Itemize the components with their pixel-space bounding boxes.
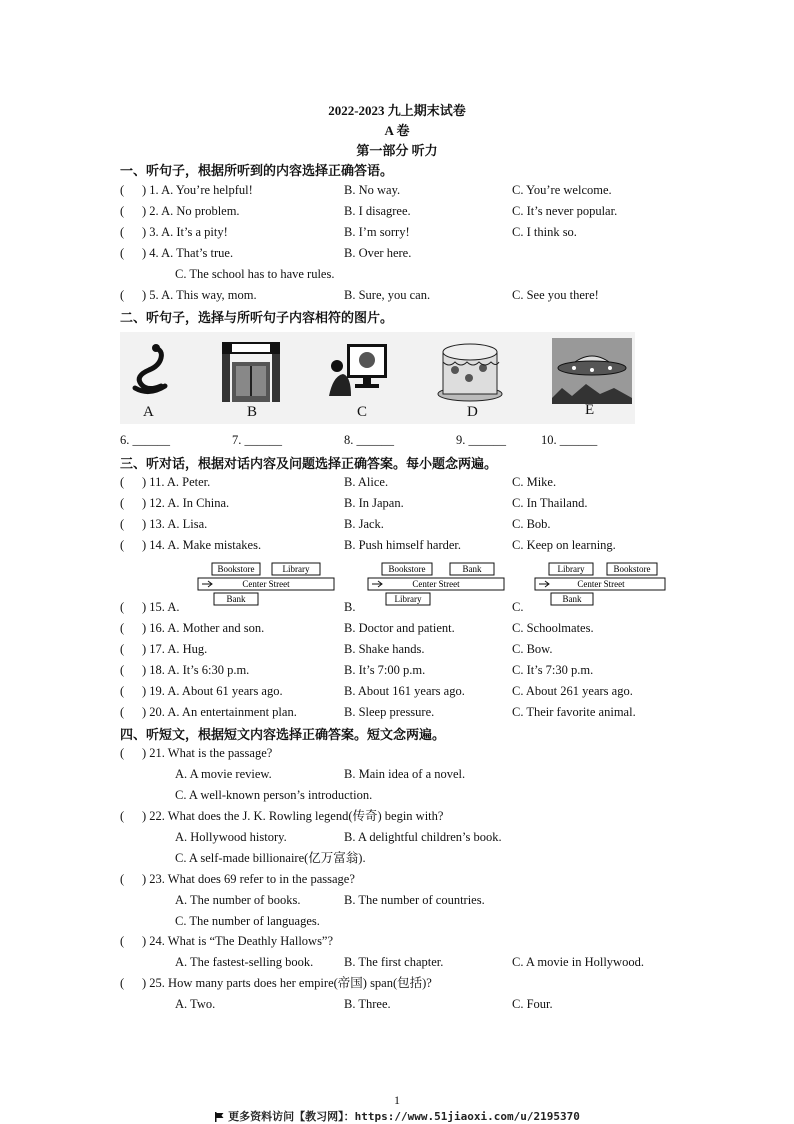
answer-paren: ( <box>120 246 125 260</box>
picture-label-a: A <box>143 404 154 420</box>
answer-blank: 9. ______ <box>456 433 506 447</box>
option-a: ) 2. A. No problem. <box>142 204 240 218</box>
map-label: Library <box>557 564 585 574</box>
option-c: C. Their favorite animal. <box>512 705 636 719</box>
option-b: B. Main idea of a novel. <box>344 767 466 781</box>
option-a: ) 17. A. Hug. <box>142 642 208 656</box>
question-text: ) 22. What does the J. K. Rowling legend(传奇) begin with? <box>142 809 444 823</box>
ufo-picture <box>552 338 632 408</box>
option-a: ) 16. A. Mother and son. <box>142 621 265 635</box>
computer-picture <box>325 338 391 408</box>
option-b: B. <box>344 600 356 614</box>
option-b: B. Sleep pressure. <box>344 705 435 719</box>
answer-paren: ( <box>120 600 125 614</box>
option-b: B. It’s 7:00 p.m. <box>344 663 426 677</box>
option-a: A. The fastest-selling book. <box>175 955 314 969</box>
zoo-gate-picture <box>218 338 284 408</box>
option-a: A. Two. <box>175 997 216 1011</box>
option-c: C. It’s never popular. <box>512 204 618 218</box>
answer-paren: ( <box>120 705 125 719</box>
snake-picture <box>125 342 175 404</box>
picture-label-e: E <box>585 402 595 418</box>
option-b: B. Sure, you can. <box>344 288 431 302</box>
option-a: ) 20. A. An entertainment plan. <box>142 705 297 719</box>
option-a: ) 4. A. That’s true. <box>142 246 234 260</box>
option-c: C. A self-made billionaire(亿万富翁). <box>175 851 366 865</box>
option-c: C. The school has to have rules. <box>175 267 335 281</box>
option-a: ) 5. A. This way, mom. <box>142 288 257 302</box>
option-c: C. The number of languages. <box>175 914 320 928</box>
option-a: ) 19. A. About 61 years ago. <box>142 684 283 698</box>
question-text: ) 24. What is “The Deathly Hallows”? <box>142 934 334 948</box>
map-label: Bookstore <box>388 564 426 574</box>
answer-paren: ( <box>120 475 125 489</box>
map-label: Bank <box>462 564 482 574</box>
answer-paren: ( <box>120 746 125 760</box>
option-b: B. The number of countries. <box>344 893 485 907</box>
answer-paren: ( <box>120 872 125 886</box>
picture-label-d: D <box>467 404 478 420</box>
answer-paren: ( <box>120 204 125 218</box>
option-b: B. The first chapter. <box>344 955 444 969</box>
answer-paren: ( <box>120 642 125 656</box>
map-street-label: Center Street <box>412 579 460 589</box>
answer-paren: ( <box>120 809 125 823</box>
option-c: C. Schoolmates. <box>512 621 594 635</box>
answer-paren: ( <box>120 934 125 948</box>
option-a: ) 3. A. It’s a pity! <box>142 225 228 239</box>
street-map-a <box>196 561 336 607</box>
answer-blank: 10. ______ <box>541 433 598 447</box>
map-label: Bank <box>562 594 582 604</box>
answer-paren: ( <box>120 517 125 531</box>
option-c: C. Four. <box>512 997 553 1011</box>
street-map-b <box>366 561 506 607</box>
option-c: C. Keep on learning. <box>512 538 616 552</box>
option-b: B. Shake hands. <box>344 642 425 656</box>
answer-paren: ( <box>120 496 125 510</box>
option-b: B. I’m sorry! <box>344 225 410 239</box>
option-b: B. A delightful children’s book. <box>344 830 502 844</box>
exam-subtitle: A 卷 <box>384 123 410 138</box>
map-label: Library <box>394 594 422 604</box>
option-b: B. No way. <box>344 183 401 197</box>
page-number: 1 <box>394 1093 400 1107</box>
option-a: ) 14. A. Make mistakes. <box>142 538 262 552</box>
option-a: ) 1. A. You’re helpful! <box>142 183 253 197</box>
option-c: C. Bow. <box>512 642 553 656</box>
answer-paren: ( <box>120 288 125 302</box>
option-a: ) 13. A. Lisa. <box>142 517 208 531</box>
option-c: C. A movie in Hollywood. <box>512 955 644 969</box>
question-text: ) 21. What is the passage? <box>142 746 273 760</box>
option-a: ) 12. A. In China. <box>142 496 230 510</box>
footer-text[interactable]: 更多资料访问【教习网】：https://www.51jiaoxi.com/u/2195370 <box>228 1110 580 1123</box>
option-c: C. About 261 years ago. <box>512 684 633 698</box>
option-c: C. Mike. <box>512 475 557 489</box>
option-b: B. Push himself harder. <box>344 538 462 552</box>
cake-picture <box>435 338 505 408</box>
answer-paren: ( <box>120 976 125 990</box>
option-a: ) 18. A. It’s 6:30 p.m. <box>142 663 250 677</box>
option-c: C. <box>512 600 524 614</box>
question-text: ) 23. What does 69 refer to in the passage? <box>142 872 355 886</box>
option-a: ) 11. A. Peter. <box>142 475 211 489</box>
answer-paren: ( <box>120 684 125 698</box>
answer-paren: ( <box>120 183 125 197</box>
part-heading: 第一部分 听力 <box>356 143 438 158</box>
option-b: B. Three. <box>344 997 391 1011</box>
option-c: C. You’re welcome. <box>512 183 612 197</box>
question-text: ) 25. How many parts does her empire(帝国) span(包括)? <box>142 976 432 990</box>
street-map-c <box>533 561 673 607</box>
picture-label-b: B <box>247 404 258 420</box>
option-c: C. See you there! <box>512 288 599 302</box>
option-b: B. Doctor and patient. <box>344 621 455 635</box>
option-b: B. Over here. <box>344 246 412 260</box>
section1-heading: 一、听句子，根据所听到的内容选择正确答语。 <box>120 163 394 178</box>
option-a: A. Hollywood history. <box>175 830 287 844</box>
answer-paren: ( <box>120 663 125 677</box>
option-c: C. Bob. <box>512 517 551 531</box>
section3-heading: 三、听对话，根据对话内容及问题选择正确答案。每小题念两遍。 <box>120 456 498 471</box>
map-label: Library <box>282 564 310 574</box>
option-b: B. I disagree. <box>344 204 411 218</box>
picture-label-c: C <box>357 404 368 420</box>
option-c: C. I think so. <box>512 225 577 239</box>
section2-heading: 二、听句子，选择与所听句子内容相符的图片。 <box>120 310 394 325</box>
map-label: Bookstore <box>217 564 255 574</box>
answer-paren: ( <box>120 538 125 552</box>
option-a: A. The number of books. <box>175 893 301 907</box>
flag-icon <box>214 1112 224 1122</box>
option-b: B. In Japan. <box>344 496 404 510</box>
footer-link-bar[interactable] <box>0 1108 794 1124</box>
section4-heading: 四、听短文，根据短文内容选择正确答案。短文念两遍。 <box>120 727 446 742</box>
answer-paren: ( <box>120 621 125 635</box>
option-a: A. A movie review. <box>175 767 272 781</box>
answer-blank: 7. ______ <box>232 433 282 447</box>
option-c: C. It’s 7:30 p.m. <box>512 663 594 677</box>
answer-blank: 8. ______ <box>344 433 394 447</box>
answer-blank: 6. ______ <box>120 433 170 447</box>
option-b: B. Alice. <box>344 475 389 489</box>
map-label: Bookstore <box>613 564 651 574</box>
exam-title: 2022-2023 九上期末试卷 <box>328 103 466 118</box>
map-street-label: Center Street <box>577 579 625 589</box>
option-b: B. About 161 years ago. <box>344 684 465 698</box>
option-c: C. A well-known person’s introduction. <box>175 788 373 802</box>
option-c: C. In Thailand. <box>512 496 588 510</box>
option-a: ) 15. A. <box>142 600 180 614</box>
map-label: Bank <box>226 594 246 604</box>
picture-strip <box>120 332 635 424</box>
map-street-label: Center Street <box>242 579 290 589</box>
option-b: B. Jack. <box>344 517 384 531</box>
answer-paren: ( <box>120 225 125 239</box>
